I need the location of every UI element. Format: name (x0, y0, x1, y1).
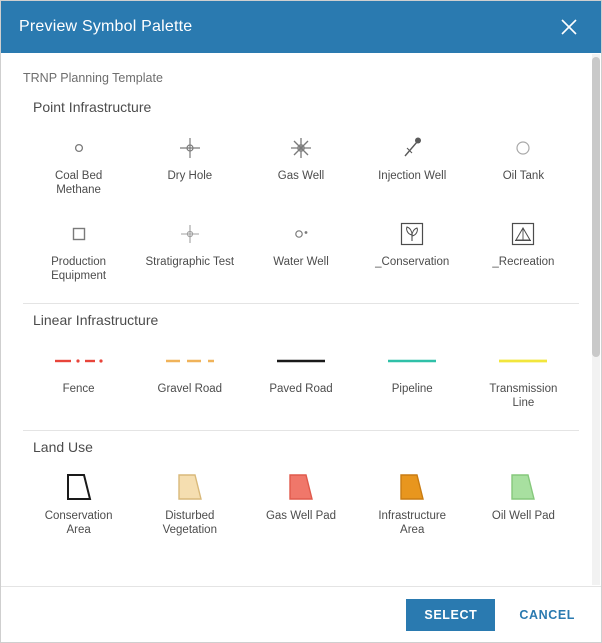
symbol-item[interactable] (245, 340, 356, 402)
conservation-picture-icon (359, 217, 466, 251)
symbol-label: Production Equipment (51, 256, 107, 282)
polygon-outline-icon (25, 471, 132, 505)
arrow-pin-icon (359, 131, 466, 165)
symbol-row (23, 121, 579, 207)
symbol-item[interactable] (245, 213, 356, 275)
symbol-item[interactable] (134, 127, 245, 189)
symbol-label: Oil Tank (502, 170, 545, 182)
asterisk-star-icon (247, 131, 354, 165)
dash-dot-line-icon (25, 344, 132, 378)
close-icon[interactable] (555, 13, 583, 41)
symbol-item[interactable] (23, 467, 134, 543)
symbol-label: Gas Well (277, 170, 325, 182)
scrollbar-thumb[interactable] (592, 57, 600, 357)
symbol-label: Pipeline (391, 383, 433, 395)
symbol-item[interactable] (357, 340, 468, 402)
symbol-label: Water Well (273, 256, 329, 268)
cross-dot-small-icon (136, 217, 243, 251)
symbol-item[interactable] (23, 213, 134, 289)
symbol-group-linear-infrastructure (1, 304, 601, 431)
symbol-group-point-infrastructure (1, 91, 601, 304)
dialog-title: Preview Symbol Palette (19, 18, 193, 35)
symbol-label: Stratigraphic Test (145, 256, 235, 268)
symbol-label: Fence (62, 383, 95, 395)
polygon-fill-icon (470, 471, 577, 505)
symbol-row (23, 334, 579, 420)
symbol-item[interactable] (23, 340, 134, 402)
cancel-button[interactable]: CANCEL (513, 599, 581, 631)
symbol-item[interactable] (245, 127, 356, 189)
symbol-label: Transmission Line (489, 383, 558, 409)
symbol-label: _Conservation (375, 256, 450, 268)
select-button[interactable]: SELECT (406, 599, 495, 631)
solid-line-icon (359, 344, 466, 378)
symbol-row (23, 207, 579, 293)
square-outline-icon (25, 217, 132, 251)
symbol-item[interactable] (468, 340, 579, 416)
polygon-fill-icon (136, 471, 243, 505)
symbol-item[interactable] (468, 127, 579, 189)
group-title: Land Use (33, 439, 93, 455)
symbol-label: Paved Road (269, 383, 333, 395)
symbol-label: Gravel Road (157, 383, 223, 395)
symbol-item[interactable] (357, 467, 468, 543)
cross-with-dot-icon (136, 131, 243, 165)
polygon-fill-icon (359, 471, 466, 505)
symbol-item[interactable] (134, 467, 245, 543)
symbol-item[interactable] (468, 467, 579, 529)
solid-line-icon (470, 344, 577, 378)
symbol-item[interactable] (468, 213, 579, 275)
small-circle-outline-icon (25, 131, 132, 165)
recreation-picture-icon (470, 217, 577, 251)
symbol-label: Gas Well Pad (265, 510, 337, 522)
symbol-item[interactable] (134, 213, 245, 275)
symbol-item[interactable] (245, 467, 356, 529)
dashed-line-icon (136, 344, 243, 378)
dialog-body (1, 53, 601, 586)
group-title: Point Infrastructure (33, 99, 152, 115)
symbol-label: Coal Bed Methane (54, 170, 103, 196)
circle-outline-icon (470, 131, 577, 165)
polygon-fill-icon (247, 471, 354, 505)
symbol-row (23, 461, 579, 547)
solid-line-icon (247, 344, 354, 378)
symbol-label: Dry Hole (167, 170, 213, 182)
symbol-label: Conservation Area (44, 510, 113, 536)
symbol-label: Infrastructure Area (378, 510, 447, 536)
symbol-item[interactable] (23, 127, 134, 203)
template-name: TRNP Planning Template (23, 71, 163, 85)
dialog-titlebar (1, 1, 601, 53)
dialog-footer (1, 586, 601, 642)
group-title: Linear Infrastructure (33, 312, 159, 328)
symbol-label: _Recreation (492, 256, 555, 268)
symbol-label: Disturbed Vegetation (162, 510, 217, 536)
symbol-group-land-use (1, 431, 601, 547)
symbol-item[interactable] (357, 127, 468, 189)
symbol-label: Oil Well Pad (491, 510, 555, 522)
symbol-label: Injection Well (378, 170, 447, 182)
symbol-item[interactable] (134, 340, 245, 402)
circle-dot-pair-icon (247, 217, 354, 251)
symbol-item[interactable] (357, 213, 468, 275)
